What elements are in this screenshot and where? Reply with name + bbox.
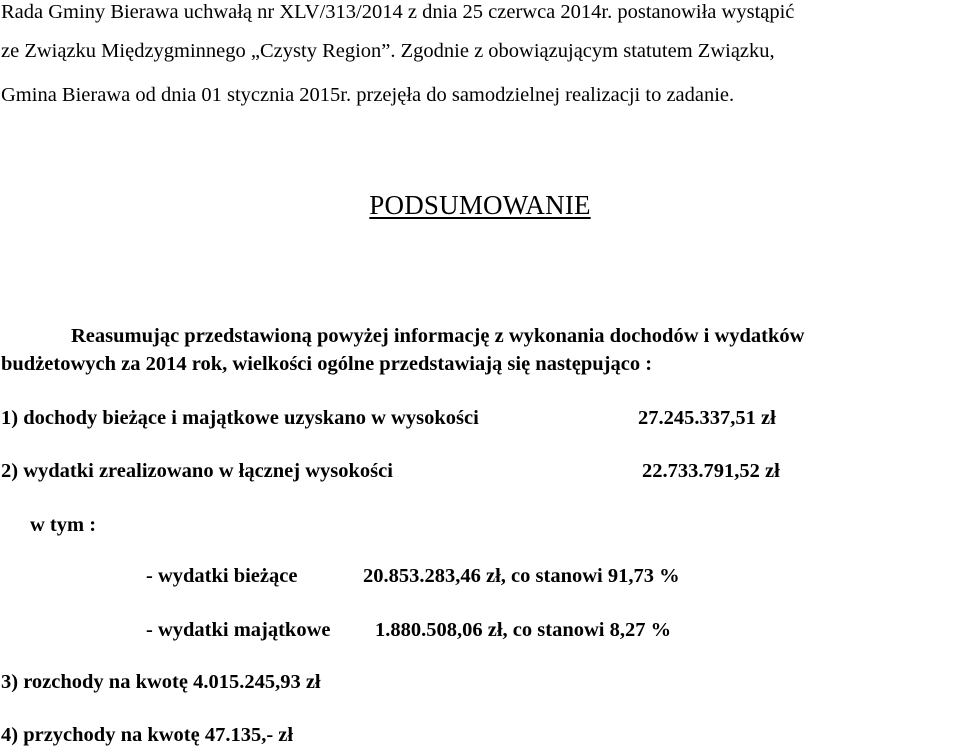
in-which-label: w tym : bbox=[30, 514, 97, 536]
current-expenses-label: - wydatki bieżące bbox=[146, 565, 298, 587]
expenses-amount: 22.733.791,52 zł bbox=[642, 460, 780, 482]
expenses-label: 2) wydatki zrealizowano w łącznej wysokości bbox=[1, 460, 393, 482]
expenditures-line: 3) rozchody na kwotę 4.015.245,93 zł bbox=[1, 671, 321, 693]
income-label: 1) dochody bieżące i majątkowe uzyskano w wysokości bbox=[1, 407, 479, 429]
intro-line-2: ze Związku Międzygminnego „Czysty Region”. Zgodnie z obowiązującym statutem Związku, bbox=[1, 40, 775, 62]
income-amount: 27.245.337,51 zł bbox=[638, 407, 776, 429]
section-heading: PODSUMOWANIE bbox=[369, 190, 591, 220]
intro-line-3: Gmina Bierawa od dnia 01 stycznia 2015r. przejęła do samodzielnej realizacji to zadanie. bbox=[1, 84, 735, 106]
summary-line-2: budżetowych za 2014 rok, wielkości ogólne przedstawiają się następująco : bbox=[1, 353, 653, 375]
summary-line-1: Reasumując przedstawioną powyżej informację z wykonania dochodów i wydatków bbox=[71, 325, 805, 347]
current-expenses-amount: 20.853.283,46 zł, co stanowi 91,73 % bbox=[363, 565, 680, 587]
revenues-line: 4) przychody na kwotę 47.135,- zł bbox=[1, 724, 294, 746]
capital-expenses-label: - wydatki majątkowe bbox=[146, 619, 331, 641]
intro-line-1: Rada Gminy Bierawa uchwałą nr XLV/313/2014 z dnia 25 czerwca 2014r. postanowiła wystąpić bbox=[1, 1, 795, 23]
capital-expenses-amount: 1.880.508,06 zł, co stanowi 8,27 % bbox=[375, 619, 672, 641]
